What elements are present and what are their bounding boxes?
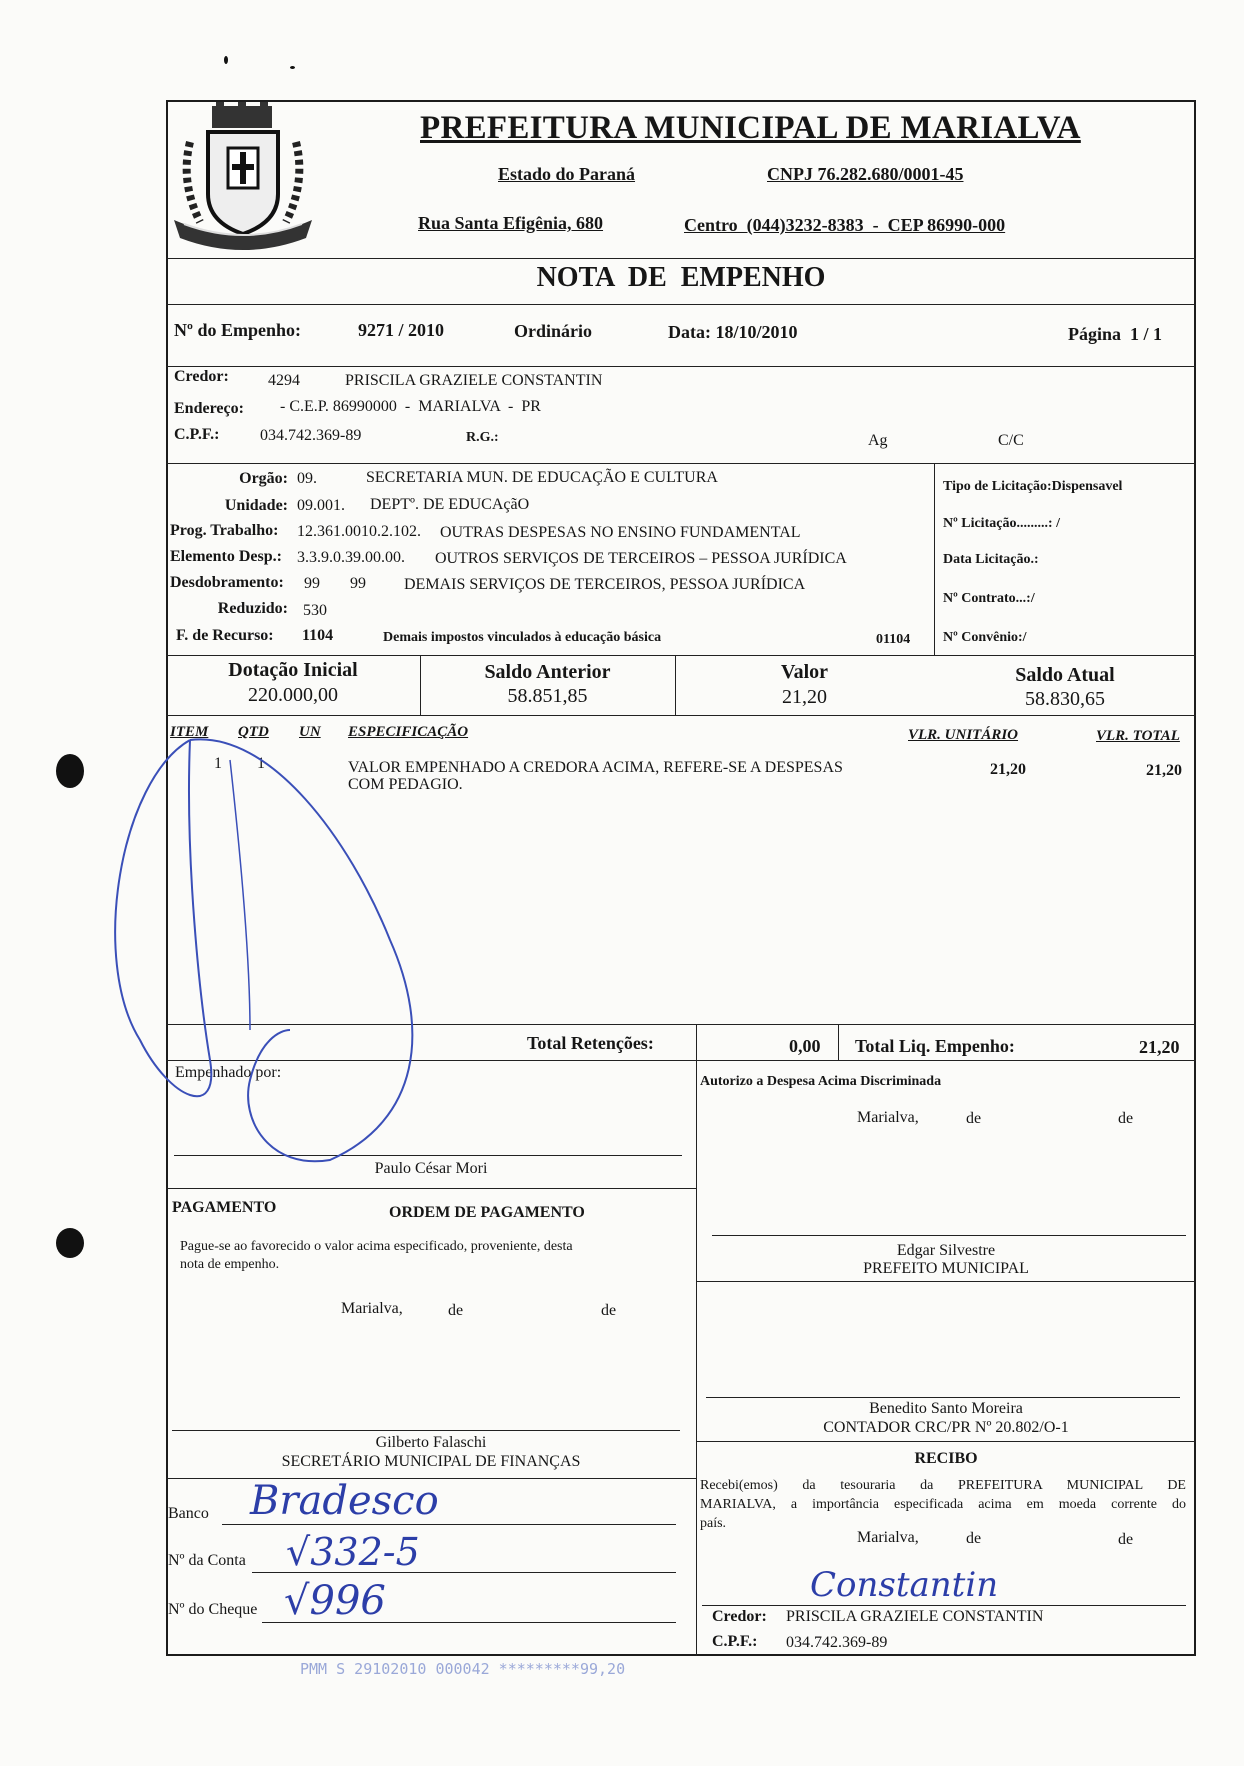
recibo-credor-name: PRISCILA GRAZIELE CONSTANTIN: [786, 1608, 1044, 1625]
reduzido-label: Reduzido:: [217, 600, 288, 617]
row-spec-line1: VALOR EMPENHADO A CREDORA ACIMA, REFERE-SE A DESPESAS: [348, 759, 843, 776]
numero-convenio: Nº Convênio:/: [943, 630, 1027, 645]
prog-code: 12.361.0010.2.102.: [297, 523, 421, 540]
credor-signature: Constantin: [810, 1565, 999, 1605]
recurso-code: 1104: [302, 627, 334, 644]
data-licitacao: Data Licitação.:: [943, 552, 1039, 567]
elemento-label: Elemento Desp.:: [170, 548, 282, 565]
empenhado-por-label: Empenhado por:: [175, 1064, 282, 1081]
prefeito-name: Edgar Silvestre: [896, 1242, 996, 1259]
recibo-cpf-label: C.P.F.:: [712, 1633, 758, 1650]
col-vlr-total: VLR. TOTAL: [1096, 728, 1180, 744]
ag-label: Ag: [868, 432, 888, 449]
desdobramento-code1: 99: [304, 575, 320, 592]
pagamento-de-1: de: [448, 1302, 464, 1319]
saldo-anterior-label: Saldo Anterior: [484, 661, 611, 683]
punch-hole: [56, 754, 84, 788]
document-title: NOTA DE EMPENHO: [536, 262, 826, 293]
desdobramento-code2: 99: [350, 575, 366, 592]
credor-label: Credor:: [174, 368, 229, 385]
punch-hole: [56, 1228, 84, 1258]
ordem-pagamento-label: ORDEM DE PAGAMENTO: [389, 1204, 585, 1221]
unidade-desc: DEPTº. DE EDUCAçãO: [370, 496, 530, 513]
credor-name: PRISCILA GRAZIELE CONSTANTIN: [345, 372, 603, 389]
total-liq-value: 21,20: [1139, 1037, 1180, 1057]
recibo-place: Marialva,: [857, 1529, 919, 1546]
saldo-atual-label: Saldo Atual: [1015, 664, 1115, 686]
unidade-code: 09.001.: [297, 497, 345, 514]
cheque-label: Nº do Cheque: [168, 1601, 258, 1618]
cheque-handwritten: √996: [284, 1578, 386, 1624]
autorizo-de-2: de: [1118, 1110, 1134, 1127]
contador-title: CONTADOR CRC/PR Nº 20.802/O-1: [823, 1419, 1069, 1436]
row-item: 1: [214, 755, 222, 772]
unidade-label: Unidade:: [224, 497, 288, 514]
elemento-desc: OUTROS SERVIÇOS DE TERCEIROS – PESSOA JURÍDICA: [435, 550, 847, 567]
empenho-date: Data: 18/10/2010: [668, 322, 798, 342]
valor-label: Valor: [780, 661, 829, 683]
cpf-label: C.P.F.:: [174, 426, 220, 443]
endereco-label: Endereço:: [174, 400, 244, 417]
ordem-text-line2: nota de empenho.: [180, 1257, 280, 1272]
empenho-type: Ordinário: [514, 321, 593, 341]
recibo-credor-label: Credor:: [712, 1608, 767, 1625]
bank-stamp: PMM S 29102010 000042 *********99,20: [300, 1660, 626, 1678]
col-item: ITEM: [170, 724, 209, 740]
banco-handwritten: Bradesco: [250, 1478, 439, 1524]
row-vlr-total: 21,20: [1146, 762, 1182, 779]
page-number: Página 1 / 1: [1068, 324, 1163, 344]
recibo-text-line3: país.: [700, 1516, 727, 1531]
recurso-label: F. de Recurso:: [176, 627, 274, 644]
recurso-desc: Demais impostos vinculados à educação básica: [383, 630, 662, 645]
tipo-licitacao: Tipo de Licitação:Dispensavel: [943, 479, 1123, 494]
empenhado-por-name: Paulo César Mori: [374, 1160, 488, 1177]
scan-speck: [224, 56, 228, 64]
cc-label: C/C: [998, 432, 1024, 449]
saldo-anterior-value: 58.851,85: [507, 685, 588, 707]
recibo-cpf: 034.742.369-89: [786, 1634, 888, 1651]
header-title: PREFEITURA MUNICIPAL DE MARIALVA: [420, 110, 1081, 146]
header-state: Estado do Paraná: [498, 164, 636, 184]
secretario-name: Gilberto Falaschi: [375, 1434, 487, 1451]
col-un: UN: [299, 724, 321, 740]
desdobramento-desc: DEMAIS SERVIÇOS DE TERCEIROS, PESSOA JURÍDICA: [404, 576, 806, 593]
recibo-text-line1: Recebi(emos) da tesouraria da PREFEITURA MUNICIPAL DE: [700, 1478, 1186, 1493]
numero-licitacao: Nº Licitação.........: /: [943, 516, 1060, 531]
empenho-number: 9271 / 2010: [358, 320, 445, 340]
row-vlr-unitario: 21,20: [990, 761, 1026, 778]
total-retencoes-value: 0,00: [789, 1036, 821, 1056]
col-qtd: QTD: [238, 724, 269, 740]
header-contact: Centro (044)3232-8383 - CEP 86990-000: [684, 215, 1006, 235]
pen-stroke-annotation: [90, 700, 470, 1180]
conta-handwritten: √332-5: [286, 1530, 420, 1574]
contador-name: Benedito Santo Moreira: [869, 1400, 1023, 1417]
total-retencoes-label: Total Retenções:: [527, 1033, 654, 1053]
banco-label: Banco: [168, 1505, 209, 1522]
orgao-code: 09.: [297, 470, 317, 487]
desdobramento-label: Desdobramento:: [170, 574, 284, 591]
prefeito-title: PREFEITO MUNICIPAL: [863, 1260, 1029, 1277]
recibo-de-2: de: [1118, 1531, 1134, 1548]
row-qtd: 1: [257, 755, 265, 772]
pagamento-de-2: de: [601, 1302, 617, 1319]
dotacao-inicial-label: Dotação Inicial: [228, 659, 358, 681]
recibo-de-1: de: [966, 1530, 982, 1547]
ordem-text-line1: Pague-se ao favorecido o valor acima especificado, proveniente, desta: [180, 1239, 573, 1254]
header-cnpj: CNPJ 76.282.680/0001-45: [767, 164, 964, 184]
autorizo-label: Autorizo a Despesa Acima Discriminada: [700, 1074, 942, 1089]
col-vlr-unitario: VLR. UNITÁRIO: [908, 727, 1019, 743]
recibo-text-line2: MARIALVA, a importância especificada acima em moeda corrente do: [700, 1497, 1186, 1512]
scan-speck: [290, 66, 295, 69]
autorizo-de-1: de: [966, 1110, 982, 1127]
valor-value: 21,20: [782, 686, 827, 708]
credor-cpf: 034.742.369-89: [260, 427, 362, 444]
secretario-title: SECRETÁRIO MUNICIPAL DE FINANÇAS: [281, 1453, 581, 1470]
prog-label: Prog. Trabalho:: [170, 522, 279, 539]
pagamento-place: Marialva,: [341, 1300, 403, 1317]
recurso-number: 01104: [876, 632, 911, 647]
orgao-label: Orgão:: [239, 470, 288, 487]
elemento-code: 3.3.9.0.39.00.00.: [297, 549, 405, 566]
prog-desc: OUTRAS DESPESAS NO ENSINO FUNDAMENTAL: [440, 524, 801, 541]
saldo-atual-value: 58.830,65: [1025, 688, 1105, 710]
orgao-desc: SECRETARIA MUN. DE EDUCAÇÃO E CULTURA: [366, 469, 718, 486]
credor-code: 4294: [268, 372, 300, 389]
total-liq-label: Total Liq. Empenho:: [855, 1036, 1015, 1056]
conta-label: Nº da Conta: [168, 1552, 246, 1569]
credor-address: - C.E.P. 86990000 - MARIALVA - PR: [280, 398, 541, 415]
pagamento-label: PAGAMENTO: [172, 1199, 277, 1216]
recibo-label: RECIBO: [914, 1450, 978, 1467]
numero-contrato: Nº Contrato...:/: [943, 591, 1035, 606]
autorizo-place: Marialva,: [857, 1109, 919, 1126]
row-spec-line2: COM PEDAGIO.: [348, 776, 463, 793]
header-address: Rua Santa Efigênia, 680: [418, 213, 604, 233]
coat-of-arms-logo: [170, 102, 316, 254]
col-especificacao: ESPECIFICAÇÃO: [348, 724, 469, 740]
rg-label: R.G.:: [466, 430, 499, 445]
dotacao-inicial-value: 220.000,00: [248, 684, 338, 706]
empenho-number-label: Nº do Empenho:: [174, 320, 301, 340]
reduzido-code: 530: [303, 602, 327, 619]
